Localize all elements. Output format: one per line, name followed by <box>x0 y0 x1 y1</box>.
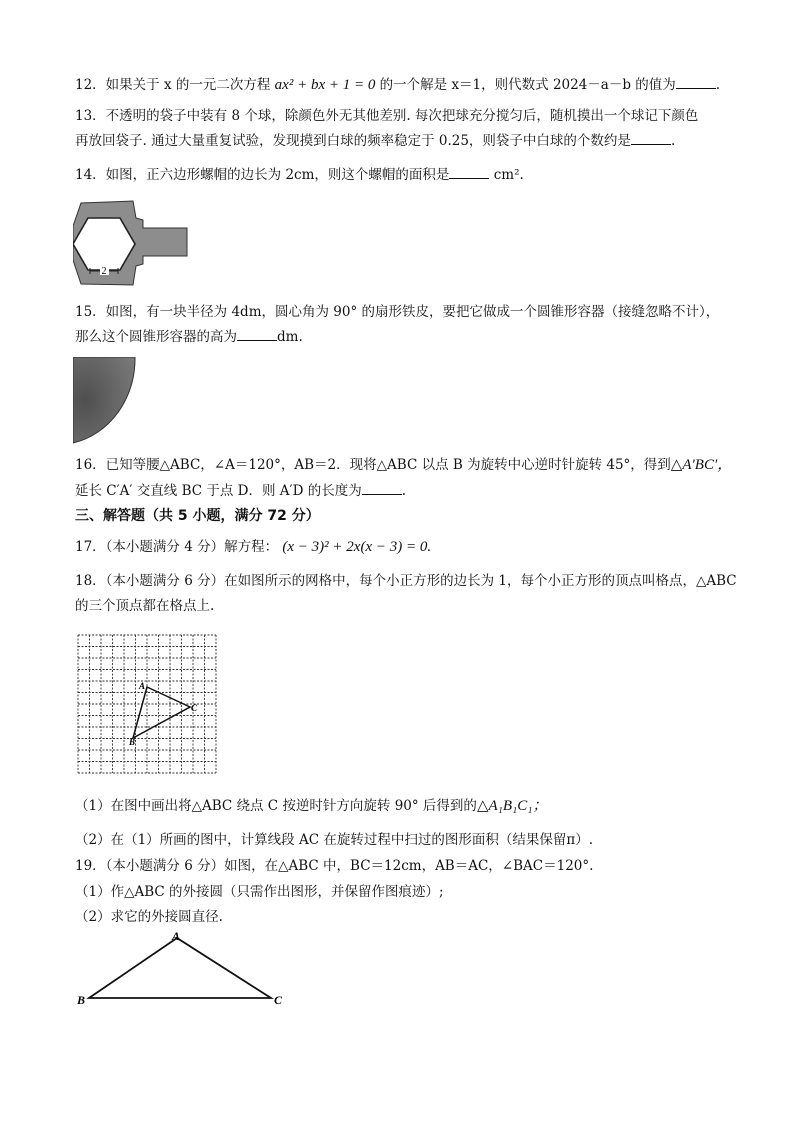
q12-text1: 12．如果关于 x 的一元二次方程 <box>75 77 271 93</box>
section-3-heading: 三、解答题（共 5 小题，满分 72 分） <box>75 508 320 524</box>
q13-line2 <box>75 131 734 151</box>
q17-text: 17．（本小题满分 4 分）解方程： <box>75 539 279 555</box>
q15-answer-blank <box>237 328 277 341</box>
q19-triangle-abc <box>89 938 271 998</box>
q14-unit: cm² <box>493 167 520 183</box>
q15-line1: 15．如图，有一块半径为 4dm，圆心角为 90° 的扇形铁皮，要把它做成一个圆锥形容器（接缝忽略不计）， <box>75 304 720 320</box>
q16-line2-text: 延长 C′A′ 交直线 BC 于点 D．则 A′D 的长度为 <box>75 483 362 499</box>
q12-equation: ax² + bx + 1 = 0 <box>274 77 376 93</box>
q14-text: 14．如图，正六边形螺帽的边长为 2cm，则这个螺帽的面积是 <box>75 167 450 183</box>
q18-sub2: （2）在（1）所画的图中，计算线段 AC 在旋转过程中扫过的图形面积（结果保留π）. <box>75 832 594 848</box>
q16-line1 <box>75 455 734 475</box>
label-c: C <box>191 703 198 713</box>
q19-triangle-figure <box>75 928 295 1010</box>
q13-line2-text: 再放回袋子. 通过大量重复试验，发现摸到白球的频率稳定于 0.25，则袋子中白球的个数约是 <box>75 133 631 149</box>
q16-answer-blank <box>362 482 402 495</box>
sector-figure <box>73 357 153 445</box>
q19-line1: 19．（本小题满分 6 分）如图，在△ABC 中，BC＝12cm，AB＝AC，∠BAC＝120°. <box>75 858 594 874</box>
q19-sub2: （2）求它的外接圆直径. <box>75 909 223 925</box>
q14-answer-blank <box>449 166 489 179</box>
q17-equation: (x − 3)² + 2x(x − 3) = 0. <box>282 539 432 555</box>
label-a: A <box>139 681 146 691</box>
question-12 <box>75 75 734 95</box>
q19-label-c: C <box>274 993 283 1007</box>
q14-end: . <box>519 167 524 183</box>
q15-line2 <box>75 327 734 347</box>
q12-end: . <box>715 77 721 93</box>
question-17 <box>75 537 734 557</box>
q19-label-b: B <box>77 993 86 1007</box>
q13-end: . <box>670 133 676 149</box>
q16-end: . <box>401 483 407 499</box>
q18-sub1 <box>75 796 734 816</box>
q12-answer-blank <box>676 76 716 89</box>
sector-shape <box>73 357 135 443</box>
q13-line1: 13．不透明的袋子中装有 8 个球，除颜色外无其他差别. 每次把球充分搅匀后，随机摸出一个球记下颜色 <box>75 108 699 124</box>
q15-unit: dm. <box>277 329 303 345</box>
q13-answer-blank <box>631 132 671 145</box>
q18-sub1-triangle: △A₁B₁C₁； <box>476 798 548 814</box>
label-b: B <box>129 737 136 747</box>
q19-sub1: （1）作△ABC 的外接圆（只需作出图形，并保留作图痕迹）; <box>75 884 444 900</box>
grid-figure <box>75 632 223 774</box>
q15-line2-text: 那么这个圆锥形容器的高为 <box>75 329 237 345</box>
q16-line2 <box>75 481 734 501</box>
q16-rotated-triangle: △A′BC′， <box>670 457 733 473</box>
q16-line1-text: 16．已知等腰△ABC，∠A＝120°，AB＝2．现将△ABC 以点 B 为旋转中心逆时针旋转 45°，得到 <box>75 457 671 473</box>
q18-sub1-text: （1）在图中画出将△ABC 绕点 C 按逆时针方向旋转 90° 后得到的 <box>75 798 477 814</box>
q19-label-a: A <box>172 929 181 943</box>
side-length-label: 2 <box>101 266 107 277</box>
q18-line1: 18．（本小题满分 6 分）在如图所示的网格中，每个小正方形的边长为 1，每个小正方形的顶点叫格点，△ABC <box>75 573 737 589</box>
wrench-hexagon-figure <box>73 198 188 288</box>
question-14 <box>75 165 734 185</box>
q18-line2: 的三个顶点都在格点上. <box>75 598 215 614</box>
q12-text2: 的一个解是 x＝1，则代数式 2024－a－b 的值为 <box>379 77 676 93</box>
